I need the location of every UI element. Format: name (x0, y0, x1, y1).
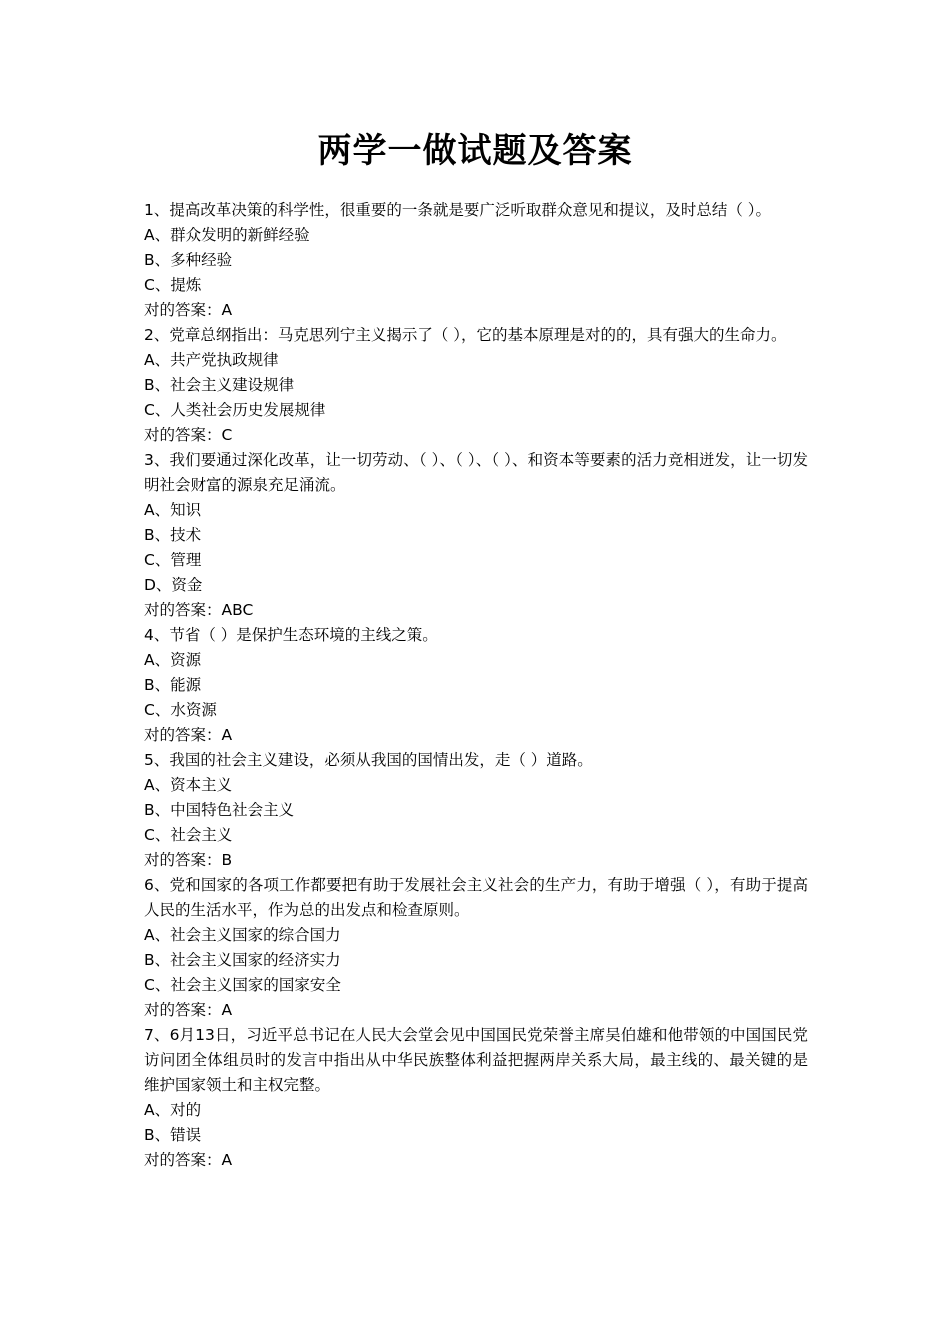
question-block (144, 1023, 808, 1173)
question-text: 3、我们要通过深化改革，让一切劳动、（ ）、（ ）、（ ）、和资本等要素的活力竞相迸发，让一切发明社会财富的源泉充足涌流。 (144, 451, 808, 494)
answer-option: C、社会主义国家的国家安全 (144, 976, 341, 994)
question-text: 6、党和国家的各项工作都要把有助于发展社会主义社会的生产力，有助于增强（ ），有助于提高人民的生活水平，作为总的出发点和检查原则。 (144, 876, 808, 919)
correct-answer: 对的答案：A (144, 726, 233, 744)
question-block (144, 748, 808, 873)
answer-option: B、社会主义国家的经济实力 (144, 951, 341, 969)
answer-option: B、技术 (144, 526, 202, 544)
answer-option: C、管理 (144, 551, 202, 569)
question-text: 5、我国的社会主义建设，必须从我国的国情出发，走（ ）道路。 (144, 751, 593, 769)
question-text: 2、党章总纲指出：马克思列宁主义揭示了（ ），它的基本原理是对的的，具有强大的生命力。 (144, 326, 787, 344)
correct-answer: 对的答案：A (144, 1001, 233, 1019)
answer-option: A、资源 (144, 651, 202, 669)
answer-option: C、提炼 (144, 276, 202, 294)
answer-option: B、中国特色社会主义 (144, 801, 295, 819)
question-block (144, 323, 808, 448)
answer-option: A、对的 (144, 1101, 202, 1119)
answer-option: B、社会主义建设规律 (144, 376, 295, 394)
answer-option: A、资本主义 (144, 776, 233, 794)
question-block (144, 198, 808, 323)
answer-option: B、错误 (144, 1126, 202, 1144)
answer-option: A、社会主义国家的综合国力 (144, 926, 341, 944)
answer-option: D、资金 (144, 576, 203, 594)
question-text: 1、提高改革决策的科学性，很重要的一条就是要广泛听取群众意见和提议，及时总结（ ）。 (144, 201, 772, 219)
correct-answer: 对的答案：A (144, 1151, 233, 1169)
question-text: 4、节省（ ）是保护生态环境的主线之策。 (144, 626, 438, 644)
answer-option: A、共产党执政规律 (144, 351, 279, 369)
answer-option: C、社会主义 (144, 826, 233, 844)
correct-answer: 对的答案：C (144, 426, 233, 444)
answer-option: B、多种经验 (144, 251, 233, 269)
correct-answer: 对的答案：A (144, 301, 233, 319)
answer-option: A、知识 (144, 501, 202, 519)
question-block (144, 623, 808, 748)
question-list (144, 198, 808, 1173)
correct-answer: 对的答案：B (144, 851, 233, 869)
answer-option: B、能源 (144, 676, 202, 694)
question-text: 7、6月13日，习近平总书记在人民大会堂会见中国国民党荣誉主席吴伯雄和他带领的中国国民党访问团全体组员时的发言中指出从中华民族整体利益把握两岸关系大局，最主线的、最关键的是维护国家领土和主权完整。 (144, 1026, 808, 1094)
correct-answer: 对的答案：ABC (144, 601, 254, 619)
answer-option: A、群众发明的新鲜经验 (144, 226, 310, 244)
answer-option: C、人类社会历史发展规律 (144, 401, 326, 419)
answer-option: C、水资源 (144, 701, 217, 719)
question-block (144, 448, 808, 623)
question-block (144, 873, 808, 1023)
page-title: 两学一做试题及答案 (317, 131, 633, 171)
